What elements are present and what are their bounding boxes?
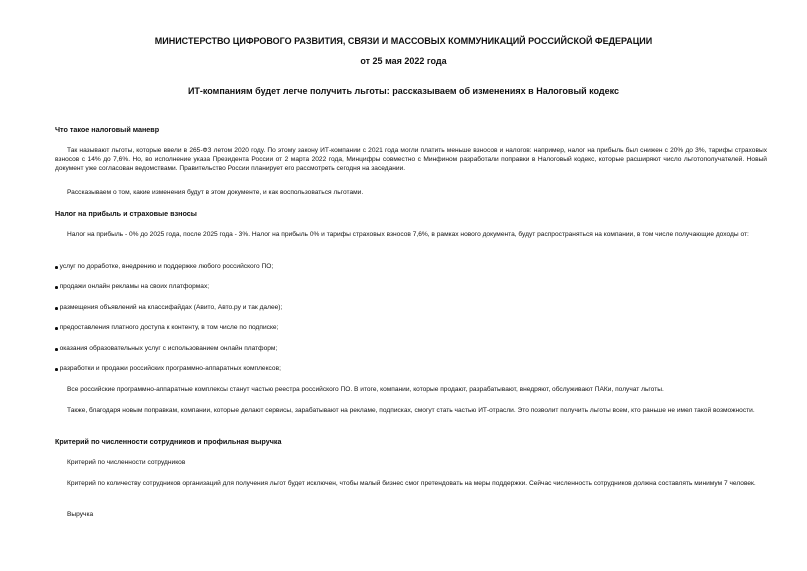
bullet-icon [55, 307, 58, 310]
subheading-revenue [55, 510, 767, 519]
list-item-text: разработки и продажи российских программно-аппаратных комплексов; [59, 365, 281, 372]
paragraph-staff-criteria [55, 479, 767, 488]
paragraph-text: Критерий по численности сотрудников [67, 459, 186, 466]
paragraph-text: Также, благодаря новым поправкам, компании, которые делают сервисы, зарабатывают на рекламе, подписках, смогут стать частью ИТ-отрасли. Это позволит получить льготы всем, кто раньше не имел такой возможности. [67, 407, 755, 414]
list-item-text: продажи онлайн рекламы на своих платформах; [59, 283, 210, 290]
list-item [55, 303, 282, 312]
list-item-text: услуг по доработке, внедрению и поддержке любого российского ПО; [59, 263, 274, 270]
paragraph-text: Так называют льготы, которые ввели в 265-ФЗ летом 2020 году. По этому закону ИТ-компании с 2021 года могли платить меньше взносов и налогов: например, налог на прибыль был снижен с 20% до 3%, тарифы страховых взносов с 14% до 7,6%. Но, во исполнение указа Президента России от 2 марта 2022 года, Минцифры совместно с Минфином разработали поправки в Налоговый кодекс, которые расширяют число льготополучателей. Новый документ уже согласован ведомствами. Правительство России планирует его рассмотреть сегодня на заседании. [55, 147, 767, 173]
paragraph-intro [55, 188, 767, 197]
list-item [55, 344, 277, 353]
paragraph-text: Все российские программно-аппаратные комплексы станут частью реестра российского ПО. В итоге, компании, которые продают, разрабатывают, внедряют, обслуживают ПАКи, получат льготы. [67, 386, 664, 393]
paragraph-text: Рассказываем о том, какие изменения будут в этом документе, и как воспользоваться льготами. [67, 189, 364, 196]
list-item-text: предоставления платного доступа к контенту, в том числе по подписке; [59, 324, 279, 331]
subheading-staff-count [55, 458, 767, 467]
ministry-header: МИНИСТЕРСТВО ЦИФРОВОГО РАЗВИТИЯ, СВЯЗИ И МАССОВЫХ КОММУНИКАЦИЙ РОССИЙСКОЙ ФЕДЕРАЦИИ [154, 36, 653, 46]
paragraph-text: Критерий по количеству сотрудников организаций для получения льгот будет исключен, чтобы малый бизнес смог претендовать на меры поддержки. Сейчас численность сотрудников должна составлять минимум 7 человек. [67, 480, 756, 487]
paragraph-new-amendments [55, 406, 767, 415]
list-item-text: размещения объявлений на классифайдах (Авито, Авто.ру и так далее); [59, 304, 283, 311]
paragraph-text: Выручка [67, 511, 94, 518]
section-heading-tax-maneuver: Что такое налоговый маневр [55, 125, 160, 134]
list-item [55, 323, 278, 332]
section-heading-profit-tax: Налог на прибыль и страховые взносы [55, 209, 197, 218]
bullet-icon [55, 286, 58, 289]
list-item-text: оказания образовательных услуг с использованием онлайн платформ; [59, 345, 278, 352]
bullet-icon [55, 327, 58, 330]
section-heading-staff-criteria: Критерий по численности сотрудников и профильная выручка [55, 437, 282, 446]
paragraph-text: Налог на прибыль - 0% до 2025 года, после 2025 года - 3%. Налог на прибыль 0% и тарифы страховых взносов 7,6%, в рамках нового документа, будут распространяться на компании, в том числе получающие доходы от: [67, 231, 749, 238]
bullet-icon [55, 266, 58, 269]
list-item [55, 262, 273, 271]
bullet-icon [55, 348, 58, 351]
paragraph-tax-maneuver [55, 146, 767, 174]
paragraph-hardware-complexes [55, 385, 767, 394]
list-item [55, 282, 209, 291]
paragraph-profit-tax [55, 230, 767, 239]
list-item [55, 364, 281, 373]
document-date: от 25 мая 2022 года [360, 56, 447, 66]
document-title: ИТ-компаниям будет легче получить льготы: рассказываем об изменениях в Налоговый кодекс [187, 86, 620, 96]
bullet-icon [55, 368, 58, 371]
